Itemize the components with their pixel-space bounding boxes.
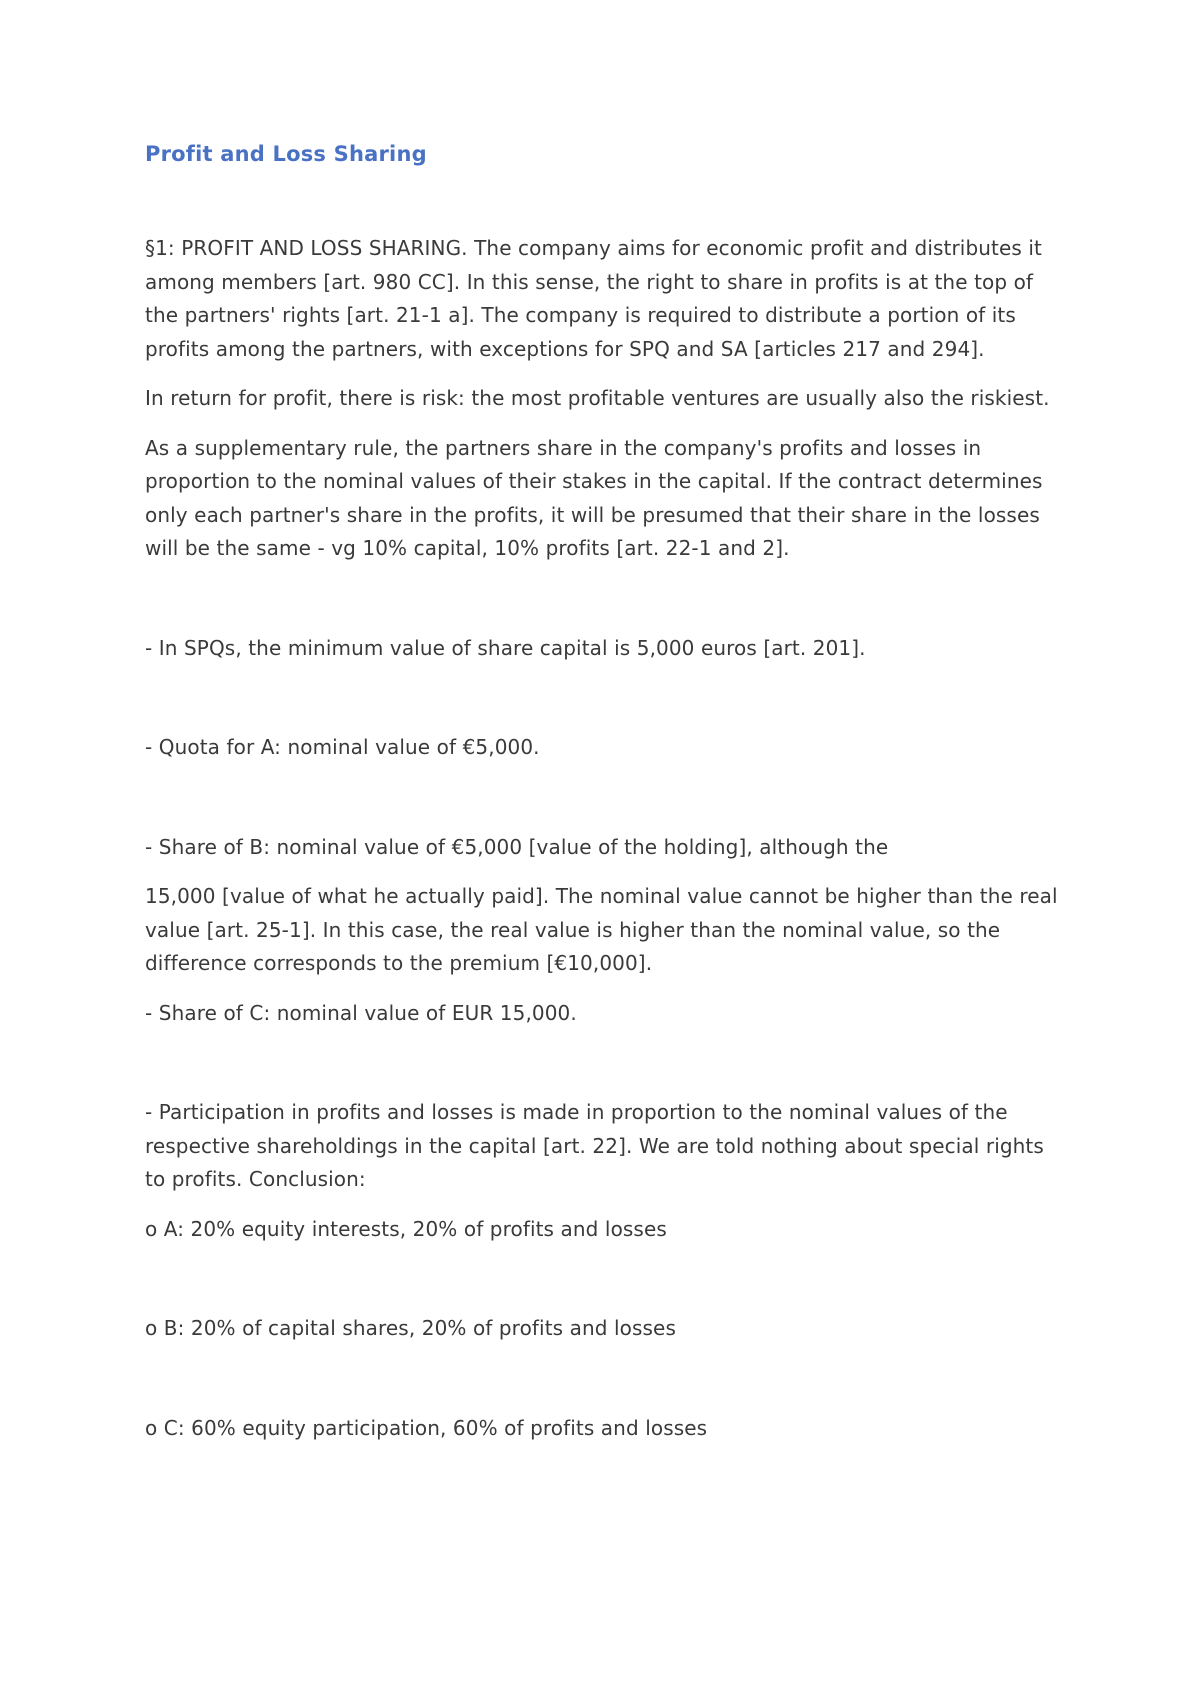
paragraph-share-c: - Share of C: nominal value of EUR 15,000.: [145, 1000, 577, 1025]
list-item-c: o C: 60% equity participation, 60% of profits and losses: [145, 1415, 708, 1440]
document-title: Profit and Loss Sharing: [145, 142, 427, 166]
paragraph-participation: - Participation in profits and losses is made in proportion to the nominal values of the respective shareholdings in the capital [art. 22]. We are told nothing about special rights to profits. Conclusion:: [145, 1100, 1044, 1191]
paragraph-supplementary-rule: As a supplementary rule, the partners share in the company's profits and losses in proportion to the nominal values of their stakes in the capital. If the contract determines only each partner's share in the profits, it will be presumed that their share in the losses will be the same - vg 10% capital, 10% profits [art. 22-1 and 2].: [145, 435, 1043, 560]
list-item-a: o A: 20% equity interests, 20% of profits and losses: [145, 1216, 667, 1241]
paragraph-minimum-capital: - In SPQs, the minimum value of share capital is 5,000 euros [art. 201].: [145, 635, 866, 660]
list-item-b: o B: 20% of capital shares, 20% of profits and losses: [145, 1316, 676, 1340]
paragraph-risk: In return for profit, there is risk: the most profitable ventures are usually also the riskiest.: [145, 386, 1050, 410]
paragraph-profit-and-loss-sharing: §1: PROFIT AND LOSS SHARING. The company aims for economic profit and distributes it among members [art. 980 CC]. In this sense, the right to share in profits is at the top of the partners' rights [art. 21-1 a]. The company is required to distribute a portion of its profits among the partners, with exceptions for SPQ and SA [articles 217 and 294].: [145, 236, 1042, 361]
paragraph-quota-a: - Quota for A: nominal value of €5,000.: [145, 735, 540, 759]
paragraph-share-b-continued: 15,000 [value of what he actually paid]. The nominal value cannot be higher than the real value [art. 25-1]. In this case, the real value is higher than the nominal value, so the difference corresponds to the premium [€10,000].: [145, 884, 1058, 975]
paragraph-share-b: - Share of B: nominal value of €5,000 [value of the holding], although the: [145, 834, 889, 859]
document-body: [145, 142, 1065, 1461]
